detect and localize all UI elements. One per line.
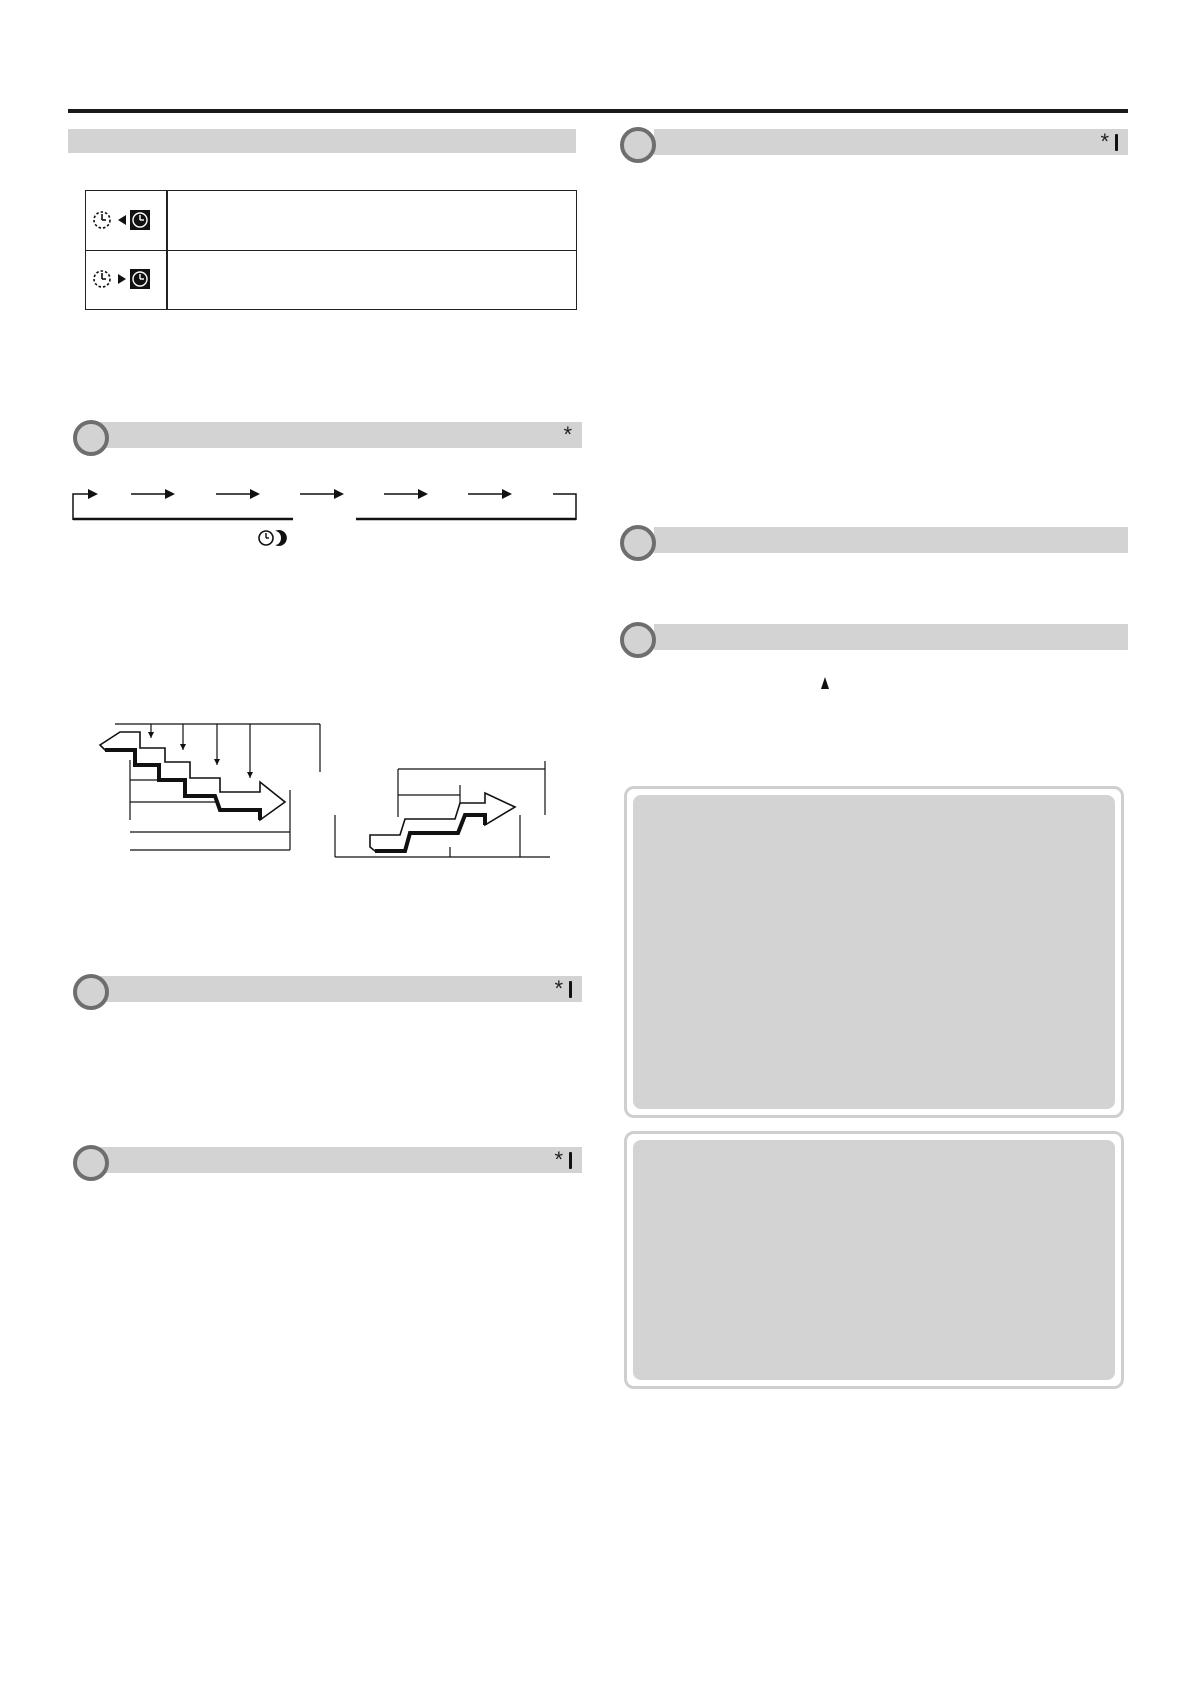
clock-moon-icon [259, 530, 287, 546]
section-header-bar-right-1 [654, 129, 1128, 155]
callout-box-2 [624, 1131, 1124, 1389]
section-header-bar-4 [100, 1147, 582, 1173]
timer-table-column-divider [166, 191, 168, 309]
cycle-line-start [73, 494, 96, 520]
step-down-diagram [95, 720, 335, 860]
asterisk-mark: * [563, 422, 572, 447]
bar-marker [569, 981, 572, 998]
sleep-cycle-diagram [68, 480, 588, 555]
asterisk-mark: * [1100, 129, 1109, 154]
callout-box-1 [624, 786, 1124, 1118]
section-header-bar-right-3 [654, 624, 1128, 650]
timer-table-row-reverse [86, 191, 576, 251]
asterisk-mark: * [554, 1147, 563, 1172]
section-number-circle [73, 1145, 109, 1181]
step-up-diagram [330, 755, 560, 865]
section-number-circle [620, 525, 656, 561]
section-number-circle [73, 974, 109, 1010]
timer-dial-forward-icon [92, 264, 162, 294]
bar-marker [569, 1152, 572, 1169]
section-number-circle [73, 420, 109, 456]
asterisk-mark: * [554, 976, 563, 1001]
section-number-circle [620, 622, 656, 658]
section-header-bar-timer [68, 129, 576, 153]
small-triangle-up-icon [820, 676, 830, 690]
section-header-bar-3 [100, 976, 582, 1002]
section-number-circle [620, 127, 656, 163]
section-header-bar-sleep [100, 422, 582, 448]
timer-table-row-forward [86, 250, 576, 309]
timer-table [85, 190, 577, 310]
cycle-line-end [553, 494, 576, 520]
timer-dial-reverse-icon [92, 205, 162, 235]
top-rule [68, 109, 1128, 113]
bar-marker [1115, 134, 1118, 151]
callout-box-2-inner [633, 1140, 1115, 1380]
section-header-bar-right-2 [654, 527, 1128, 553]
callout-box-1-inner [633, 795, 1115, 1109]
